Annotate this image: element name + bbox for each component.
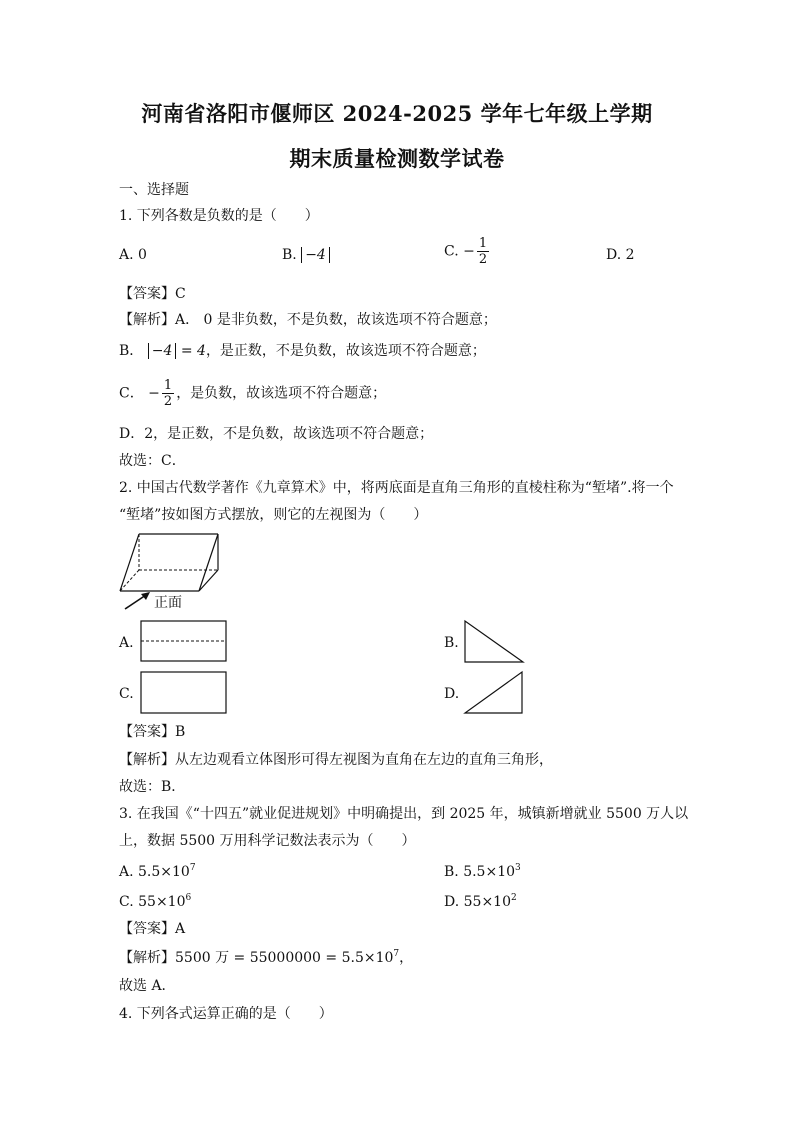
- front-view-label: 正面: [154, 595, 182, 611]
- q3-option-a-base: 5.5×10: [138, 864, 190, 880]
- q1-analysis-d: D．2，是正数，不是负数，故该选项不符合题意；: [119, 426, 434, 442]
- q1-option-b-label: B.: [282, 247, 297, 263]
- q3-option-b: [444, 863, 521, 881]
- q1-stem: 1. 下列各数是负数的是（ ）: [119, 208, 319, 224]
- q1-option-c-sign: −: [463, 243, 475, 260]
- q1-analysis-b: [119, 342, 486, 360]
- prism-outline: [120, 534, 218, 591]
- q3-stem-line1: 3. 在我国《“十四五”就业促进规划》中明确提出，到 2025 年，城镇新增就业 5500 万人以: [119, 806, 689, 822]
- q2-stem-line2: “堑堵”按如图方式摆放，则它的左视图为（ ）: [119, 507, 428, 523]
- q3-option-a: [119, 863, 196, 881]
- q1-answer: 【答案】C: [119, 286, 186, 302]
- prism-hidden-edges: [120, 534, 218, 591]
- page-title-line2: 期末质量检测数学试卷: [289, 146, 505, 171]
- q3-answer: 【答案】A: [119, 921, 186, 937]
- section-heading: 一、选择题: [119, 182, 189, 198]
- q1-option-c-numerator: 1: [478, 236, 488, 251]
- q3-option-c-base: 55×10: [138, 894, 186, 910]
- q3-option-d-label: D.: [444, 894, 460, 910]
- q3-option-b-label: B.: [444, 864, 459, 880]
- q2-option-c-figure: [140, 671, 228, 715]
- q2-stem-line1: 2. 中国古代数学著作《九章算术》中，将两底面是直角三角形的直棱柱称为“堑堵”.将一个: [119, 480, 674, 496]
- front-arrow-icon: [125, 592, 150, 609]
- q1-analysis-b-suffix: ，是正数，不是负数，故该选项不符合题意；: [205, 343, 486, 359]
- q1-conclusion: 故选：C．: [119, 453, 186, 469]
- q3-analysis: [119, 949, 413, 967]
- q4-stem: 4. 下列各式运算正确的是（ ）: [119, 1006, 333, 1022]
- q3-option-d-exponent: 2: [511, 893, 517, 903]
- q2-option-d-label: D.: [444, 686, 460, 702]
- q1-option-d: D. 2: [606, 247, 635, 263]
- q1-analysis-c-denominator: 2: [163, 394, 173, 409]
- q2-option-a-figure: [140, 620, 228, 664]
- q3-option-b-exponent: 3: [515, 863, 521, 873]
- q3-option-b-base: 5.5×10: [463, 864, 516, 880]
- q3-analysis-suffix: ，: [399, 950, 414, 966]
- q3-option-d: [444, 893, 517, 911]
- q3-analysis-exponent: 7: [393, 949, 400, 959]
- q2-option-b-figure: [464, 620, 526, 664]
- q1-option-c-denominator: 2: [478, 252, 488, 267]
- q3-option-d-base: 55×10: [463, 894, 511, 910]
- q3-conclusion: 故选 A．: [119, 978, 176, 994]
- q2-answer: 【答案】B: [119, 724, 186, 740]
- q1-analysis-b-eq: = 4: [180, 343, 206, 359]
- q2-option-d-figure: [464, 671, 526, 715]
- q1-option-b-abs: −4: [301, 247, 330, 263]
- page-title-line1: 河南省洛阳市偃师区 2024-2025 学年七年级上学期: [141, 101, 653, 126]
- q1-analysis-a: 【解析】A． 0 是非负数，不是负数，故该选项不符合题意；: [119, 312, 497, 328]
- q1-option-c: [444, 236, 491, 267]
- q1-option-c-fraction: [477, 236, 489, 267]
- q1-analysis-c-fraction: [162, 378, 174, 409]
- q1-analysis-c-prefix: C．: [119, 385, 144, 402]
- q1-option-c-label: C.: [444, 243, 459, 260]
- q1-analysis-c-numerator: 1: [163, 378, 173, 393]
- q1-analysis-b-prefix: B．: [119, 343, 144, 359]
- q3-option-c: [119, 893, 191, 911]
- q2-conclusion: 故选：B．: [119, 779, 186, 795]
- q3-option-c-exponent: 6: [185, 893, 192, 903]
- q2-option-a-label: A.: [119, 635, 134, 651]
- q3-option-c-label: C.: [119, 894, 134, 910]
- q1-analysis-c-suffix: ，是负数，故该选项不符合题意；: [176, 385, 387, 402]
- q3-option-a-exponent: 7: [189, 863, 196, 873]
- q1-analysis-c-sign: −: [148, 385, 160, 402]
- q1-option-a: A. 0: [119, 247, 147, 263]
- q3-stem-line2: 上，数据 5500 万用科学记数法表示为（ ）: [119, 833, 416, 849]
- q2-option-b-label: B.: [444, 635, 459, 651]
- q3-option-a-label: A.: [119, 864, 134, 880]
- q1-analysis-c: [119, 378, 386, 409]
- q2-analysis: 【解析】从左边观看立体图形可得左视图为直角在左边的直角三角形，: [119, 752, 553, 768]
- q1-option-b: [282, 246, 330, 264]
- q2-option-c-label: C.: [119, 686, 134, 702]
- q3-analysis-prefix: 【解析】5500 万 = 55000000 = 5.5×10: [119, 950, 394, 966]
- q1-analysis-b-abs: −4: [148, 343, 177, 359]
